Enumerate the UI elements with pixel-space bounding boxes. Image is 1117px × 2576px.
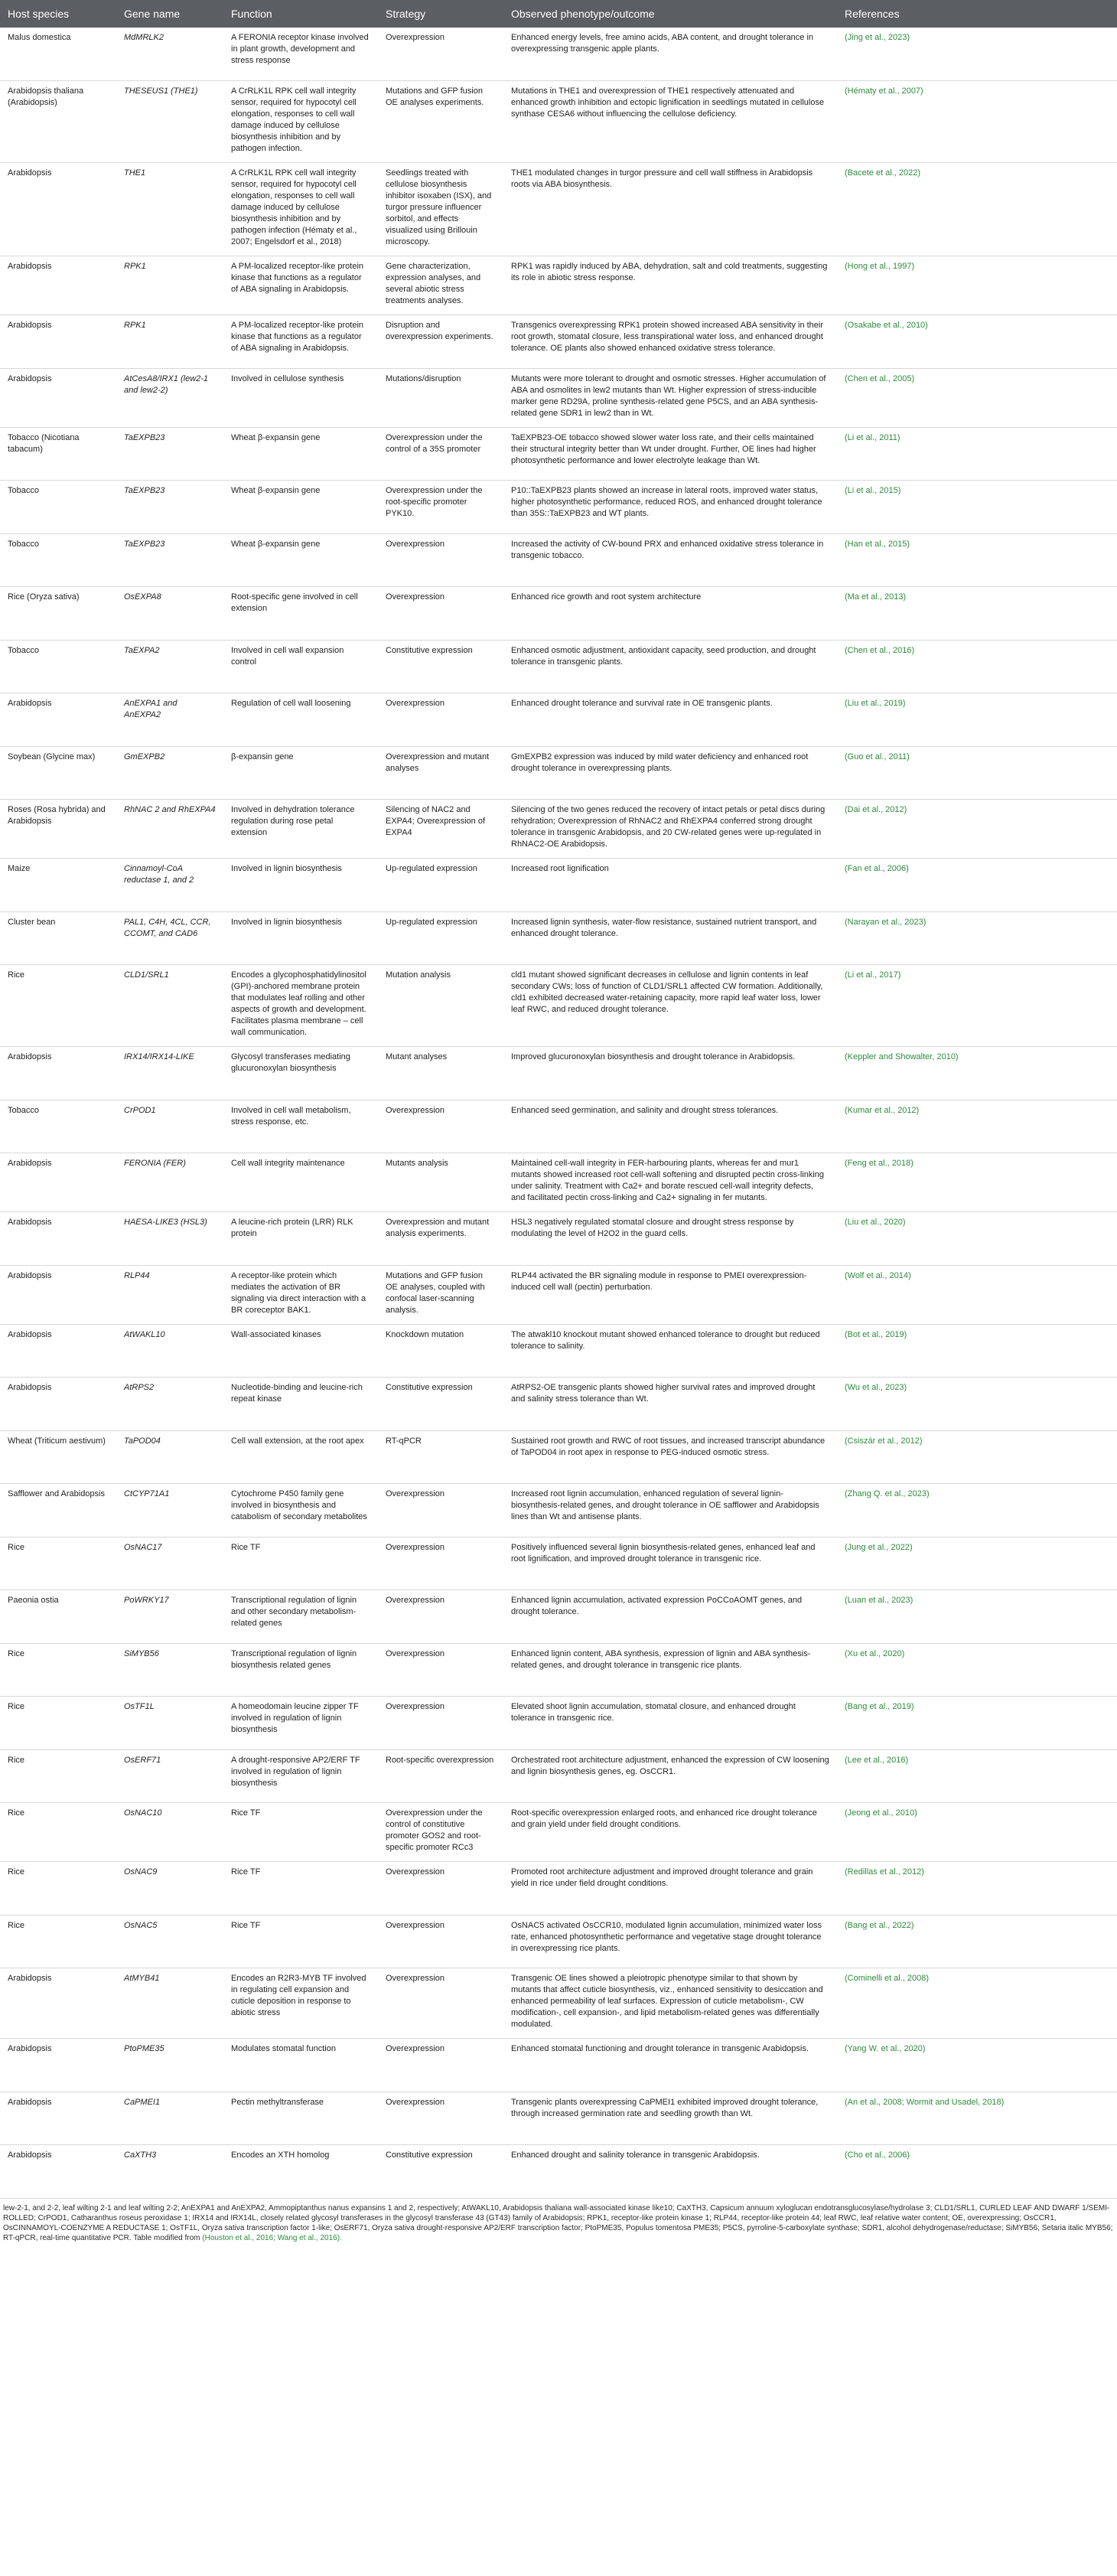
table-footnote: [0, 2199, 1117, 2243]
cell-function: Pectin methyltransferase: [223, 2092, 378, 2145]
table-row: [0, 2039, 1117, 2092]
cell-gene-name: TaPOD04: [116, 1430, 223, 1484]
cell-host-species: Arabidopsis: [0, 256, 116, 315]
cell-host-species: Rice: [0, 1697, 116, 1750]
cell-gene-name: RPK1: [116, 315, 223, 369]
cell-reference: (Li et al., 2015): [837, 481, 1117, 534]
table-row: [0, 1590, 1117, 1644]
cell-function: Involved in cell wall metabolism, stress response, etc.: [223, 1100, 378, 1153]
cell-phenotype: Mutants were more tolerant to drought and osmotic stresses. Higher accumulation of ABA and osmolites in lew2 mutants than Wt. Higher expression of stress-inducible marker gene RD29A, proline synthesis-related gene P5CS, and an ABA synthesis-related gene SDR1 in lew2 than in Wt.: [503, 368, 837, 427]
cell-phenotype: Maintained cell-wall integrity in FER-harbouring plants, whereas fer and mur1 mutants showed increased root cell-wall softening and disrupted pectin cross-linking under salinity. Treatment with Ca2+ and borate rescued cell-wall integrity defects, and facilitated pectin cross-linking and Ca2+ signaling in fer mutants.: [503, 1153, 837, 1212]
cell-reference: (Fan et al., 2006): [837, 859, 1117, 912]
cell-function: Encodes a glycophosphatidylinositol (GPI)-anchored membrane protein that modulates leaf rolling and other aspects of growth and development. Facilitates plasma membrane – cell wall communication.: [223, 965, 378, 1047]
cell-strategy: Mutant analyses: [378, 1047, 503, 1101]
cell-strategy: Constitutive expression: [378, 640, 503, 693]
cell-gene-name: TaEXPB23: [116, 481, 223, 534]
cell-host-species: Maize: [0, 859, 116, 912]
cell-reference: (Zhang Q. et al., 2023): [837, 1484, 1117, 1537]
cell-strategy: Mutations and GFP fusion OE analyses experiments.: [378, 81, 503, 163]
cell-phenotype: Root-specific overexpression enlarged roots, and enhanced rice drought tolerance and grain yield under field drought conditions.: [503, 1803, 837, 1862]
cell-strategy: Up-regulated expression: [378, 911, 503, 965]
cell-function: Involved in lignin biosynthesis: [223, 911, 378, 965]
cell-phenotype: cld1 mutant showed significant decreases in cellulose and lignin contents in leaf secondary CWs; loss of function of CLD1/SRL1 affected CW formation. Additionally, cld1 exhibited decreased water-retaining capacity, more rapid leaf water loss, lower leaf RWC, and reduced drought tolerance.: [503, 965, 837, 1047]
cell-host-species: Arabidopsis: [0, 163, 116, 256]
cell-reference: (Jing et al., 2023): [837, 28, 1117, 81]
cell-reference: (Luan et al., 2023): [837, 1590, 1117, 1644]
cell-phenotype: P10::TaEXPB23 plants showed an increase in lateral roots, improved water status, higher photosynthetic performance, reduced ROS, and enhanced drought tolerance than 35S::TaEXPB23 and WT plants.: [503, 481, 837, 534]
cell-host-species: Rice: [0, 1915, 116, 1968]
cell-gene-name: OsERF71: [116, 1749, 223, 1803]
cell-host-species: Arabidopsis: [0, 368, 116, 427]
cell-phenotype: RPK1 was rapidly induced by ABA, dehydration, salt and cold treatments, suggesting its role in abiotic stress response.: [503, 256, 837, 315]
table-row: [0, 587, 1117, 641]
cell-function: Transcriptional regulation of lignin and other secondary metabolism-related genes: [223, 1590, 378, 1644]
cell-gene-name: OsNAC17: [116, 1537, 223, 1590]
cell-reference: (Osakabe et al., 2010): [837, 315, 1117, 369]
cell-function: Cytochrome P450 family gene involved in biosynthesis and catabolism of secondary metabolites: [223, 1484, 378, 1537]
cell-phenotype: Promoted root architecture adjustment and improved drought tolerance and grain yield in rice under field drought conditions.: [503, 1862, 837, 1916]
table-row: [0, 693, 1117, 747]
cell-reference: (Jeong et al., 2010): [837, 1803, 1117, 1862]
table-row: [0, 533, 1117, 587]
cell-phenotype: Enhanced osmotic adjustment, antioxidant capacity, seed production, and drought tolerance in transgenic plants.: [503, 640, 837, 693]
cell-reference: (Jung et al., 2022): [837, 1537, 1117, 1590]
table-row: [0, 1265, 1117, 1324]
table-row: [0, 1643, 1117, 1697]
cell-gene-name: CaPMEI1: [116, 2092, 223, 2145]
cell-phenotype: Enhanced lignin content, ABA synthesis, expression of lignin and ABA synthesis-related genes, and drought tolerance in transgenic rice plants.: [503, 1643, 837, 1697]
cell-gene-name: RLP44: [116, 1265, 223, 1324]
cell-gene-name: AnEXPA1 and AnEXPA2: [116, 693, 223, 747]
cell-reference: (Wu et al., 2023): [837, 1378, 1117, 1431]
cell-strategy: Mutations/disruption: [378, 368, 503, 427]
table-row: [0, 1047, 1117, 1101]
table-row: [0, 481, 1117, 534]
cell-function: A CrRLK1L RPK cell wall integrity sensor, required for hypocotyl cell elongation, responses to cell wall damage induced by cellulose biosynthesis inhibition and by pathogen infection (Hématy et al., 2007; Engelsdorf et al., 2018): [223, 163, 378, 256]
cell-phenotype: GmEXPB2 expression was induced by mild water deficiency and enhanced root drought tolerance in overexpressing plants.: [503, 746, 837, 800]
cell-phenotype: Increased root lignification: [503, 859, 837, 912]
cell-strategy: Overexpression: [378, 28, 503, 81]
cell-function: Involved in cell wall expansion control: [223, 640, 378, 693]
table-row: [0, 1803, 1117, 1862]
cell-reference: (Lee et al., 2016): [837, 1749, 1117, 1803]
cell-phenotype: The atwakl10 knockout mutant showed enhanced tolerance to drought but reduced tolerance to salinity.: [503, 1324, 837, 1378]
table-row: [0, 1212, 1117, 1266]
table-row: [0, 1749, 1117, 1803]
cell-strategy: Mutants analysis: [378, 1153, 503, 1212]
cell-reference: (Liu et al., 2020): [837, 1212, 1117, 1266]
cell-strategy: Overexpression: [378, 1968, 503, 2039]
cell-reference: (Csiszár et al., 2012): [837, 1430, 1117, 1484]
cell-function: Modulates stomatal function: [223, 2039, 378, 2092]
cell-reference: (Ma et al., 2013): [837, 587, 1117, 641]
cell-reference: (Han et al., 2015): [837, 533, 1117, 587]
cell-host-species: Wheat (Triticum aestivum): [0, 1430, 116, 1484]
cell-strategy: Overexpression and mutant analysis experiments.: [378, 1212, 503, 1266]
cell-phenotype: Improved glucuronoxylan biosynthesis and drought tolerance in Arabidopsis.: [503, 1047, 837, 1101]
cell-strategy: Silencing of NAC2 and EXPA4; Overexpression of EXPA4: [378, 800, 503, 859]
cell-strategy: Overexpression: [378, 1915, 503, 1968]
cell-function: Glycosyl transferases mediating glucuronoxylan biosynthesis: [223, 1047, 378, 1101]
cell-phenotype: Silencing of the two genes reduced the recovery of intact petals or petal discs during rehydration; Overexpression of RhNAC2 and RhEXPA4 conferred strong drought tolerance in transgenic Arabidopsis, and 20 CW-related genes were up-regulated in RhNAC2-OE Arabidopsis.: [503, 800, 837, 859]
cell-gene-name: FERONIA (FER): [116, 1153, 223, 1212]
cell-phenotype: Enhanced drought tolerance and survival rate in OE transgenic plants.: [503, 693, 837, 747]
cell-strategy: Mutations and GFP fusion OE analyses, coupled with confocal laser-scanning analysis.: [378, 1265, 503, 1324]
cell-phenotype: Enhanced stomatal functioning and drought tolerance in transgenic Arabidopsis.: [503, 2039, 837, 2092]
cell-phenotype: Elevated shoot lignin accumulation, stomatal closure, and enhanced drought tolerance in transgenic rice.: [503, 1697, 837, 1750]
cell-gene-name: AtWAKL10: [116, 1324, 223, 1378]
cell-gene-name: OsNAC10: [116, 1803, 223, 1862]
cell-phenotype: Increased lignin synthesis, water-flow resistance, sustained nutrient transport, and enhanced drought tolerance.: [503, 911, 837, 965]
cell-gene-name: IRX14/IRX14-LIKE: [116, 1047, 223, 1101]
cell-host-species: Arabidopsis: [0, 2039, 116, 2092]
cell-reference: (Chen et al., 2005): [837, 368, 1117, 427]
table-row: [0, 911, 1117, 965]
cell-strategy: Overexpression: [378, 1697, 503, 1750]
cell-host-species: Cluster bean: [0, 911, 116, 965]
cell-strategy: Overexpression: [378, 1590, 503, 1644]
table-row: [0, 28, 1117, 81]
cell-phenotype: Enhanced lignin accumulation, activated expression PoCCoAOMT genes, and drought tolerance.: [503, 1590, 837, 1644]
table-row: [0, 1697, 1117, 1750]
cell-function: Rice TF: [223, 1862, 378, 1916]
cell-reference: (Liu et al., 2019): [837, 693, 1117, 747]
header-phenotype: Observed phenotype/outcome: [503, 0, 837, 28]
cell-gene-name: CrPOD1: [116, 1100, 223, 1153]
cell-gene-name: OsNAC5: [116, 1915, 223, 1968]
cell-function: Encodes an R2R3-MYB TF involved in regulating cell expansion and cuticle deposition in response to abiotic stress: [223, 1968, 378, 2039]
cell-reference: (Bang et al., 2019): [837, 1697, 1117, 1750]
cell-host-species: Soybean (Glycine max): [0, 746, 116, 800]
cell-phenotype: Enhanced seed germination, and salinity and drought stress tolerances.: [503, 1100, 837, 1153]
cell-gene-name: HAESA-LIKE3 (HSL3): [116, 1212, 223, 1266]
table-row: [0, 81, 1117, 163]
table-row: [0, 1430, 1117, 1484]
cell-strategy: Overexpression and mutant analyses: [378, 746, 503, 800]
cell-host-species: Arabidopsis: [0, 315, 116, 369]
cell-host-species: Rice: [0, 1749, 116, 1803]
cell-phenotype: Increased the activity of CW-bound PRX and enhanced oxidative stress tolerance in transgenic tobacco.: [503, 533, 837, 587]
table-row: [0, 1862, 1117, 1916]
table-row: [0, 1537, 1117, 1590]
cell-phenotype: Transgenic OE lines showed a pleiotropic phenotype similar to that shown by mutants that affect cuticle biosynthesis, viz., enhanced sensitivity to desiccation and enhanced permeability of leaf surfaces. Expression of cuticle metabolism-, CW modification-, cell expansion-, and lipid metabolism-related genes was differentially modulated.: [503, 1968, 837, 2039]
header-references: References: [837, 0, 1117, 28]
cell-host-species: Tobacco: [0, 481, 116, 534]
cell-gene-name: CLD1/SRL1: [116, 965, 223, 1047]
cell-phenotype: Positively influenced several lignin biosynthesis-related genes, enhanced leaf and root lignification, and improved drought tolerance in transgenic rice.: [503, 1537, 837, 1590]
table-row: [0, 640, 1117, 693]
cell-function: Rice TF: [223, 1915, 378, 1968]
cell-phenotype: Enhanced drought and salinity tolerance in transgenic Arabidopsis.: [503, 2145, 837, 2199]
cell-reference: (Bang et al., 2022): [837, 1915, 1117, 1968]
cell-host-species: Arabidopsis: [0, 693, 116, 747]
header-gene-name: Gene name: [116, 0, 223, 28]
cell-reference: (Yang W. et al., 2020): [837, 2039, 1117, 2092]
table-row: [0, 1153, 1117, 1212]
table-row: [0, 256, 1117, 315]
cell-host-species: Arabidopsis: [0, 1324, 116, 1378]
footnote-references: (Houston et al., 2016; Wang et al., 2016).: [202, 2233, 342, 2242]
cell-reference: (Bacete et al., 2022): [837, 163, 1117, 256]
cell-host-species: Arabidopsis: [0, 1047, 116, 1101]
cell-phenotype: Mutations in THE1 and overexpression of THE1 respectively attenuated and enhanced growth inhibition and ectopic lignification in seedlings mutated in cellulose synthase CESA6 without influencing the cellulose deficiency.: [503, 81, 837, 163]
table-row: [0, 1100, 1117, 1153]
cell-strategy: Up-regulated expression: [378, 859, 503, 912]
cell-reference: (An et al., 2008; Wormit and Usadel, 2018): [837, 2092, 1117, 2145]
cell-function: Regulation of cell wall loosening: [223, 693, 378, 747]
cell-reference: (Bot et al., 2019): [837, 1324, 1117, 1378]
cell-gene-name: AtCesA8/IRX1 (lew2-1 and lew2-2): [116, 368, 223, 427]
cell-strategy: Overexpression: [378, 1643, 503, 1697]
cell-host-species: Rice: [0, 1803, 116, 1862]
cell-strategy: Overexpression: [378, 1100, 503, 1153]
cell-host-species: Arabidopsis: [0, 1265, 116, 1324]
cell-host-species: Rice: [0, 1537, 116, 1590]
cell-strategy: Overexpression under the control of constitutive promoter GOS2 and root-specific promoter RCc3: [378, 1803, 503, 1862]
cell-strategy: Overexpression: [378, 693, 503, 747]
table-row: [0, 965, 1117, 1047]
cell-gene-name: TaEXPB23: [116, 533, 223, 587]
cell-gene-name: AtRPS2: [116, 1378, 223, 1431]
cell-gene-name: CaXTH3: [116, 2145, 223, 2199]
cell-gene-name: SiMYB56: [116, 1643, 223, 1697]
cell-function: Rice TF: [223, 1537, 378, 1590]
cell-gene-name: PoWRKY17: [116, 1590, 223, 1644]
cell-reference: (Keppler and Showalter, 2010): [837, 1047, 1117, 1101]
cell-gene-name: OsTF1L: [116, 1697, 223, 1750]
cell-function: Nucleotide-binding and leucine-rich repeat kinase: [223, 1378, 378, 1431]
table-row: [0, 859, 1117, 912]
cell-strategy: Overexpression: [378, 1537, 503, 1590]
cell-gene-name: RPK1: [116, 256, 223, 315]
cell-strategy: Root-specific overexpression: [378, 1749, 503, 1803]
cell-gene-name: Cinnamoyl-CoA reductase 1, and 2: [116, 859, 223, 912]
cell-gene-name: OsEXPA8: [116, 587, 223, 641]
cell-host-species: Arabidopsis: [0, 1968, 116, 2039]
cell-function: Root-specific gene involved in cell extension: [223, 587, 378, 641]
cell-strategy: Overexpression under the control of a 35S promoter: [378, 427, 503, 481]
cell-reference: (Li et al., 2011): [837, 427, 1117, 481]
cell-reference: (Dai et al., 2012): [837, 800, 1117, 859]
cell-host-species: Tobacco: [0, 1100, 116, 1153]
cell-gene-name: PtoPME35: [116, 2039, 223, 2092]
header-strategy: Strategy: [378, 0, 503, 28]
table-header-row: [0, 0, 1117, 28]
cell-strategy: Knockdown mutation: [378, 1324, 503, 1378]
cell-reference: (Xu et al., 2020): [837, 1643, 1117, 1697]
cell-gene-name: RhNAC 2 and RhEXPA4: [116, 800, 223, 859]
table-row: [0, 2145, 1117, 2199]
cell-host-species: Rice: [0, 1643, 116, 1697]
cell-gene-name: THESEUS1 (THE1): [116, 81, 223, 163]
cell-function: Encodes an XTH homolog: [223, 2145, 378, 2199]
cell-phenotype: Orchestrated root architecture adjustment, enhanced the expression of CW loosening and lignin biosynthesis genes, eg. OsCCR1.: [503, 1749, 837, 1803]
cell-host-species: Rice (Oryza sativa): [0, 587, 116, 641]
cell-gene-name: AtMYB41: [116, 1968, 223, 2039]
table-row: [0, 427, 1117, 481]
cell-function: Wheat β-expansin gene: [223, 533, 378, 587]
cell-reference: (Kumar et al., 2012): [837, 1100, 1117, 1153]
cell-reference: (Chen et al., 2016): [837, 640, 1117, 693]
cell-function: Transcriptional regulation of lignin biosynthesis related genes: [223, 1643, 378, 1697]
cell-reference: (Narayan et al., 2023): [837, 911, 1117, 965]
cell-phenotype: THE1 modulated changes in turgor pressure and cell wall stiffness in Arabidopsis roots via ABA biosynthesis.: [503, 163, 837, 256]
table-row: [0, 315, 1117, 369]
header-function: Function: [223, 0, 378, 28]
cell-gene-name: TaEXPB23: [116, 427, 223, 481]
cell-reference: (Guo et al., 2011): [837, 746, 1117, 800]
cell-phenotype: Enhanced energy levels, free amino acids, ABA content, and drought tolerance in overexpressing transgenic apple plants.: [503, 28, 837, 81]
cell-phenotype: TaEXPB23-OE tobacco showed slower water loss rate, and their cells maintained their structural integrity better than Wt under drought. Further, OE lines had higher photosynthetic performance and lower electrolyte leakage than Wt.: [503, 427, 837, 481]
table-body: [0, 28, 1117, 2198]
cell-function: Wheat β-expansin gene: [223, 481, 378, 534]
cell-gene-name: MdMRLK2: [116, 28, 223, 81]
cell-host-species: Malus domestica: [0, 28, 116, 81]
cell-phenotype: Enhanced rice growth and root system architecture: [503, 587, 837, 641]
cell-function: Rice TF: [223, 1803, 378, 1862]
table-row: [0, 1324, 1117, 1378]
cell-reference: (Feng et al., 2018): [837, 1153, 1117, 1212]
cell-phenotype: Transgenic plants overexpressing CaPMEI1 exhibited improved drought tolerance, through increased germination rate and seedling growth than Wt.: [503, 2092, 837, 2145]
cell-function: A leucine-rich protein (LRR) RLK protein: [223, 1212, 378, 1266]
table-row: [0, 163, 1117, 256]
cell-strategy: Gene characterization, expression analyses, and several abiotic stress treatments analyses.: [378, 256, 503, 315]
cell-strategy: Overexpression: [378, 2039, 503, 2092]
cell-gene-name: GmEXPB2: [116, 746, 223, 800]
cell-gene-name: CtCYP71A1: [116, 1484, 223, 1537]
table-row: [0, 368, 1117, 427]
cell-function: A drought-responsive AP2/ERF TF involved in regulation of lignin biosynthesis: [223, 1749, 378, 1803]
cell-reference: (Li et al., 2017): [837, 965, 1117, 1047]
cell-host-species: Safflower and Arabidopsis: [0, 1484, 116, 1537]
cell-phenotype: OsNAC5 activated OsCCR10, modulated lignin accumulation, minimized water loss rate, enhanced photosynthetic performance and vegetative stage drought tolerance in overexpressing rice plants.: [503, 1915, 837, 1968]
header-host-species: Host species: [0, 0, 116, 28]
cell-host-species: Arabidopsis thaliana (Arabidopsis): [0, 81, 116, 163]
table-row: [0, 1378, 1117, 1431]
cell-strategy: Constitutive expression: [378, 1378, 503, 1431]
cell-function: A homeodomain leucine zipper TF involved in regulation of lignin biosynthesis: [223, 1697, 378, 1750]
cell-strategy: Seedlings treated with cellulose biosynthesis inhibitor isoxaben (ISX), and turgor pressure influencer sorbitol, and effects visualized using Brillouin microscopy.: [378, 163, 503, 256]
cell-phenotype: AtRPS2-OE transgenic plants showed higher survival rates and improved drought and salinity stress tolerance than Wt.: [503, 1378, 837, 1431]
cell-strategy: Overexpression: [378, 1862, 503, 1916]
cell-function: A PM-localized receptor-like protein kinase that functions as a regulator of ABA signaling in Arabidopsis.: [223, 256, 378, 315]
cell-function: Wheat β-expansin gene: [223, 427, 378, 481]
cell-host-species: Tobacco: [0, 640, 116, 693]
cell-gene-name: THE1: [116, 163, 223, 256]
table-row: [0, 1484, 1117, 1537]
cell-reference: (Hématy et al., 2007): [837, 81, 1117, 163]
cell-phenotype: HSL3 negatively regulated stomatal closure and drought stress response by modulating the level of H2O2 in the guard cells.: [503, 1212, 837, 1266]
cell-phenotype: Increased root lignin accumulation, enhanced regulation of several lignin-biosynthesis-related genes, and drought tolerance in OE safflower and Arabidopsis lines than Wt and antisense plants.: [503, 1484, 837, 1537]
cell-host-species: Tobacco: [0, 533, 116, 587]
cell-phenotype: Transgenics overexpressing RPK1 protein showed increased ABA sensitivity in their root growth, stomatal closure, less transpirational water loss, and enhanced drought tolerance. OE plants also showed enhanced oxidative stress tolerance.: [503, 315, 837, 369]
cell-function: Involved in cellulose synthesis: [223, 368, 378, 427]
cell-function: A PM-localized receptor-like protein kinase that functions as a regulator of ABA signaling in Arabidopsis.: [223, 315, 378, 369]
cell-strategy: Overexpression: [378, 587, 503, 641]
table-row: [0, 800, 1117, 859]
cell-gene-name: PAL1, C4H, 4CL, CCR, CCOMT, and CAD6: [116, 911, 223, 965]
footnote-text: lew-2-1, and 2-2, leaf wilting 2-1 and leaf wilting 2-2; AnEXPA1 and AnEXPA2, Ammopiptanthus nanus expansins 1 and 2, respectively; AtWAKL10, Arabidopsis thaliana wall-associated kinase like10; CaXTH3, Capsicum annuum xyloglucan endotransglucosylase/hydrolase 3; CLD1/SRL1, CURLED LEAF AND DWARF 1/SEMI-ROLLED; CrPOD1, Catharanthus roseus peroxidase 1; IRX14 and IRX14L, closely related glycosyl transferases in the glycosyl transferase 43 (GT43) family of Arabidopsis; RPK1, receptor-like protein kinase 1; RLP44, receptor-like protein 44; leaf RWC, leaf relative water content; OE, overexpressing; OsCCR1, OsCINNAMOYL-COENZYME A REDUCTASE 1; OsTF1L, Oryza sativa transcription factor 1-like; OsERF71, Oryza sativa drought-responsive AP2/ERF transcription factor; PtoPME35, Populus tomentosa PME35; P5CS, pyrroline-5-carboxylate synthase; SDR1, alcohol dehydrogenase/reductase; SiMYB56; Setaria italic MYB56; RT-qPCR, real-time quantitative PCR. Table modified from: [3, 2203, 1113, 2242]
cell-strategy: Mutation analysis: [378, 965, 503, 1047]
cell-strategy: Overexpression under the root-specific promoter PYK10.: [378, 481, 503, 534]
cell-host-species: Paeonia ostia: [0, 1590, 116, 1644]
cell-function: A FERONIA receptor kinase involved in plant growth, development and stress response: [223, 28, 378, 81]
cell-strategy: Overexpression: [378, 2092, 503, 2145]
cell-function: A receptor-like protein which mediates the activation of BR signaling via direct interaction with a BR coreceptor BAK1.: [223, 1265, 378, 1324]
cell-phenotype: RLP44 activated the BR signaling module in response to PMEI overexpression-induced cell wall (pectin) perturbation.: [503, 1265, 837, 1324]
cell-host-species: Arabidopsis: [0, 1378, 116, 1431]
cell-strategy: Overexpression: [378, 1484, 503, 1537]
cell-strategy: RT-qPCR: [378, 1430, 503, 1484]
cell-reference: (Wolf et al., 2014): [837, 1265, 1117, 1324]
cell-function: Involved in dehydration tolerance regulation during rose petal extension: [223, 800, 378, 859]
cell-phenotype: Sustained root growth and RWC of root tissues, and increased transcript abundance of TaPOD04 in root apex in response to PEG-induced osmotic stress.: [503, 1430, 837, 1484]
table-row: [0, 2092, 1117, 2145]
cell-host-species: Roses (Rosa hybrida) and Arabidopsis: [0, 800, 116, 859]
cell-host-species: Tobacco (Nicotiana tabacum): [0, 427, 116, 481]
cell-strategy: Disruption and overexpression experiments.: [378, 315, 503, 369]
cell-strategy: Overexpression: [378, 533, 503, 587]
cell-host-species: Arabidopsis: [0, 2092, 116, 2145]
cell-gene-name: TaEXPA2: [116, 640, 223, 693]
cell-function: A CrRLK1L RPK cell wall integrity sensor, required for hypocotyl cell elongation, responses to cell wall damage induced by cellulose biosynthesis inhibition and by pathogen infection.: [223, 81, 378, 163]
table-row: [0, 746, 1117, 800]
cell-host-species: Arabidopsis: [0, 2145, 116, 2199]
cell-function: Wall-associated kinases: [223, 1324, 378, 1378]
cell-function: Cell wall extension, at the root apex: [223, 1430, 378, 1484]
cell-reference: (Hong et al., 1997): [837, 256, 1117, 315]
table-row: [0, 1968, 1117, 2039]
cell-reference: (Redillas et al., 2012): [837, 1862, 1117, 1916]
cell-function: Involved in lignin biosynthesis: [223, 859, 378, 912]
cell-host-species: Arabidopsis: [0, 1212, 116, 1266]
cell-function: β-expansin gene: [223, 746, 378, 800]
cell-host-species: Rice: [0, 1862, 116, 1916]
cell-host-species: Rice: [0, 965, 116, 1047]
table-row: [0, 1915, 1117, 1968]
cell-function: Cell wall integrity maintenance: [223, 1153, 378, 1212]
cell-strategy: Constitutive expression: [378, 2145, 503, 2199]
cell-gene-name: OsNAC9: [116, 1862, 223, 1916]
cell-reference: (Cominelli et al., 2008): [837, 1968, 1117, 2039]
cell-reference: (Cho et al., 2006): [837, 2145, 1117, 2199]
cell-host-species: Arabidopsis: [0, 1153, 116, 1212]
